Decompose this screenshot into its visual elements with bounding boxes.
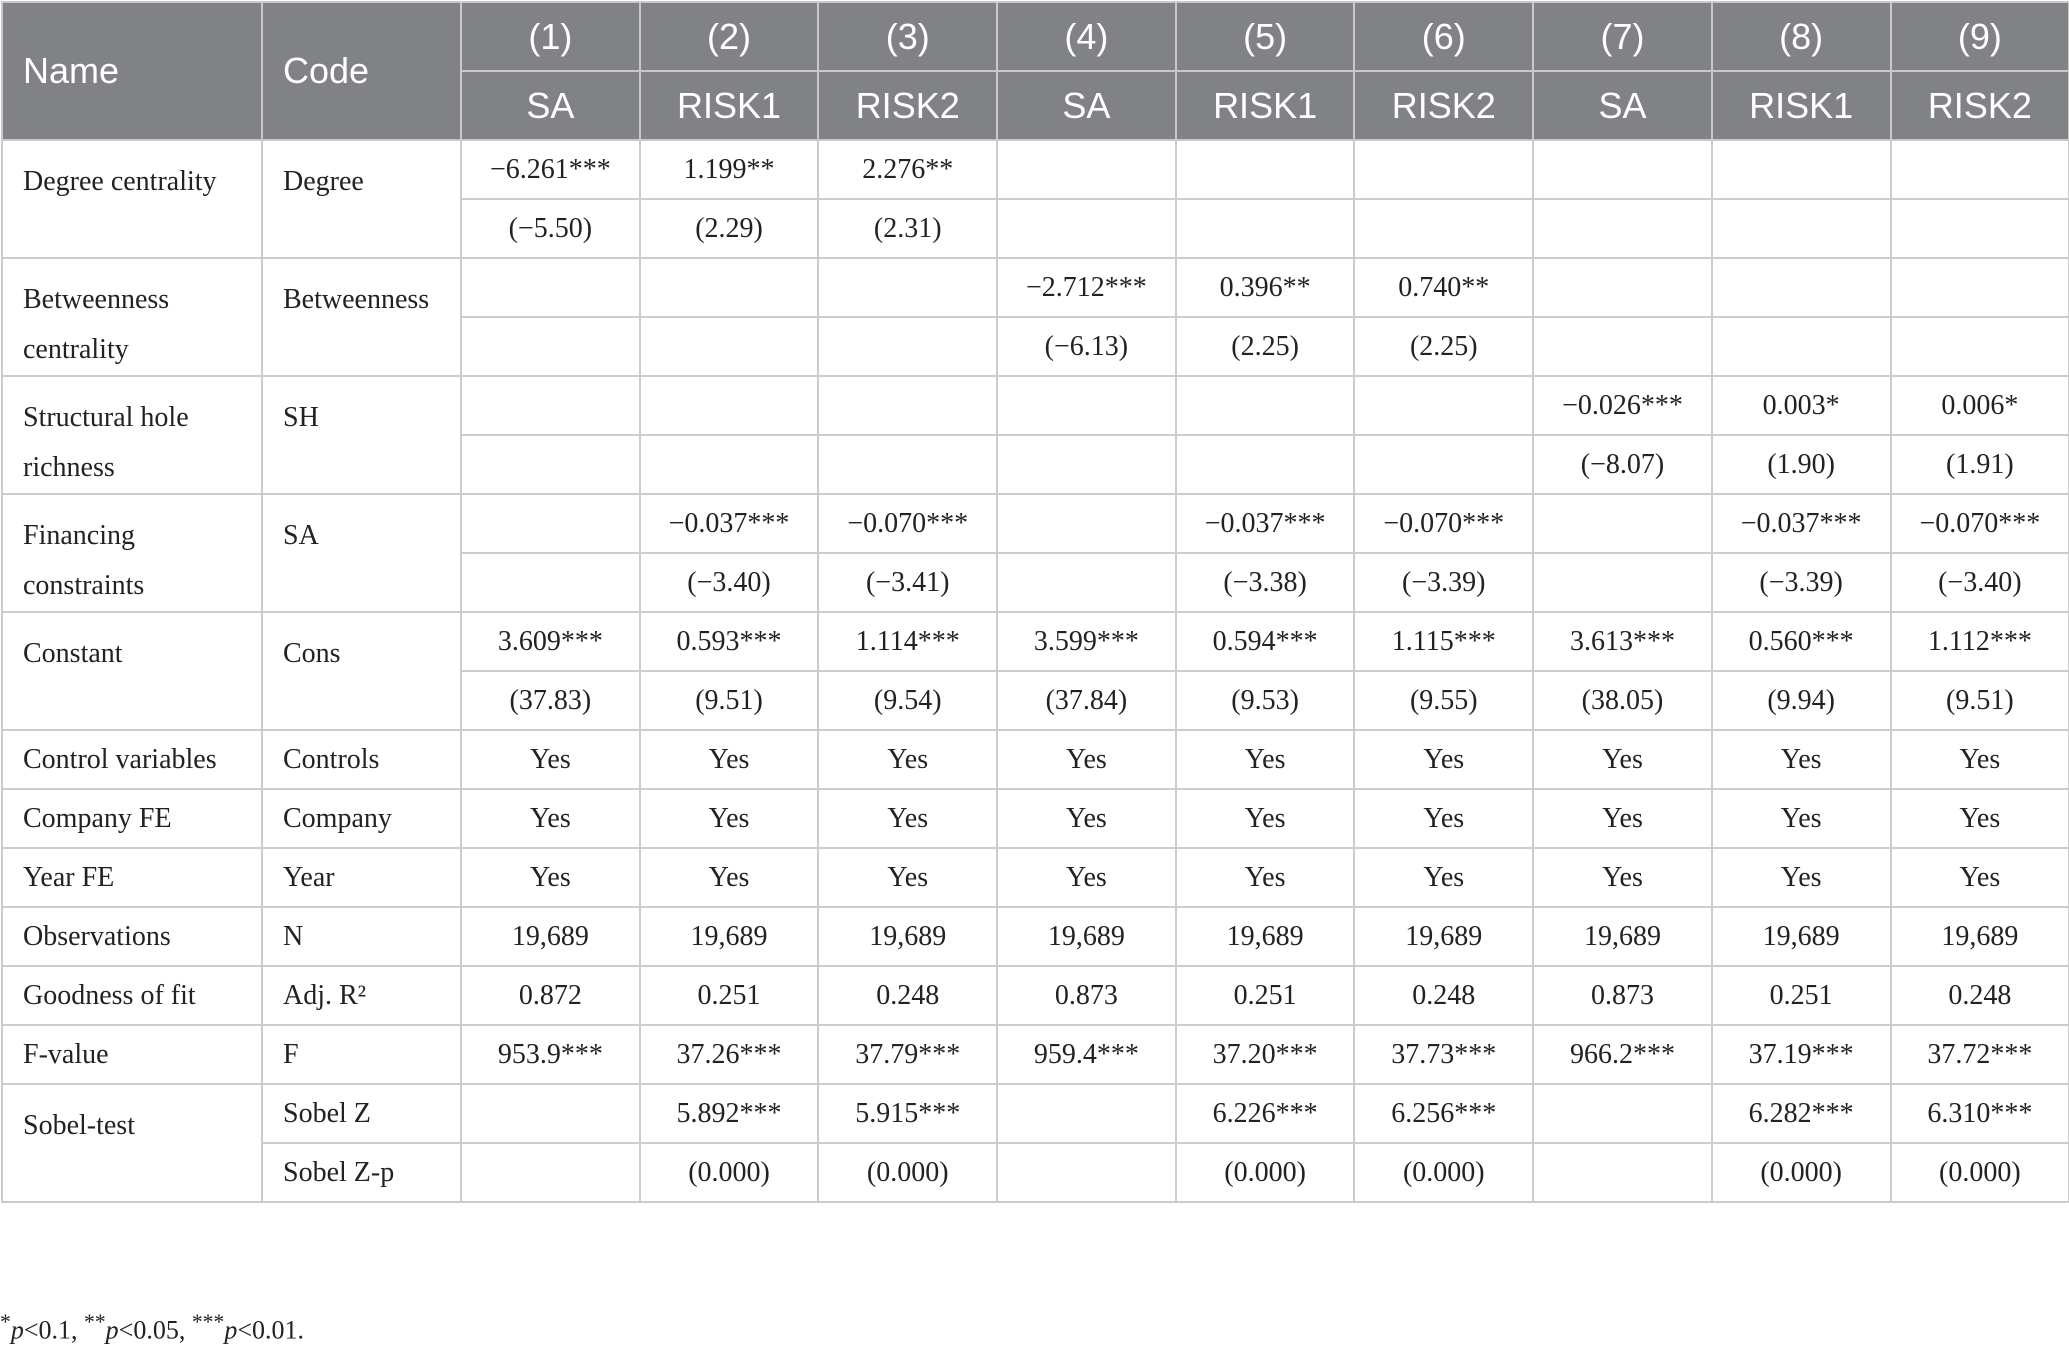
table-cell — [1354, 376, 1533, 435]
table-cell — [1354, 199, 1533, 258]
variable-name: F-value — [2, 1025, 262, 1084]
table-cell: Yes — [1891, 730, 2069, 789]
table-cell — [997, 494, 1176, 553]
table-cell — [818, 317, 997, 376]
table-row — [2, 612, 2069, 671]
table-cell — [640, 258, 819, 317]
table-cell: (0.000) — [1712, 1143, 1891, 1202]
header-model-number: (5) — [1176, 2, 1355, 71]
header-dependent-var: SA — [1533, 71, 1712, 140]
table-cell: Yes — [1891, 789, 2069, 848]
table-cell: Yes — [1712, 848, 1891, 907]
table-row — [2, 730, 2069, 789]
table-cell: 2.276** — [818, 140, 997, 199]
table-cell: (9.54) — [818, 671, 997, 730]
table-cell: 6.310*** — [1891, 1084, 2069, 1143]
table-cell: 37.19*** — [1712, 1025, 1891, 1084]
table-cell: −0.037*** — [1712, 494, 1891, 553]
table-cell: 19,689 — [1354, 907, 1533, 966]
table-cell: (−3.40) — [640, 553, 819, 612]
table-cell — [1533, 140, 1712, 199]
table-cell — [1533, 199, 1712, 258]
table-cell — [461, 1084, 640, 1143]
table-cell: 19,689 — [997, 907, 1176, 966]
table-cell — [640, 435, 819, 494]
table-cell: (−5.50) — [461, 199, 640, 258]
table-cell: Yes — [640, 730, 819, 789]
table-cell: Yes — [818, 789, 997, 848]
table-cell — [461, 553, 640, 612]
table-cell: (9.51) — [1891, 671, 2069, 730]
variable-code: Company — [262, 789, 461, 848]
table-cell — [997, 435, 1176, 494]
table-cell: 37.79*** — [818, 1025, 997, 1084]
table-row — [2, 140, 2069, 199]
variable-name: Goodness of fit — [2, 966, 262, 1025]
table-cell: 1.115*** — [1354, 612, 1533, 671]
table-cell: 959.4*** — [997, 1025, 1176, 1084]
table-cell: 3.609*** — [461, 612, 640, 671]
table-cell: (2.25) — [1354, 317, 1533, 376]
table-cell — [1712, 258, 1891, 317]
variable-code: N — [262, 907, 461, 966]
table-cell: 0.251 — [1712, 966, 1891, 1025]
table-cell — [461, 317, 640, 376]
table-cell: 19,689 — [1176, 907, 1355, 966]
table-cell: Yes — [997, 848, 1176, 907]
table-cell: Yes — [640, 789, 819, 848]
table-cell: Yes — [818, 848, 997, 907]
table-cell: (1.90) — [1712, 435, 1891, 494]
footnote-p: p — [10, 1315, 24, 1345]
table-cell: −0.037*** — [1176, 494, 1355, 553]
table-cell: (−3.39) — [1354, 553, 1533, 612]
table-cell: 0.006* — [1891, 376, 2069, 435]
table-cell: Yes — [997, 789, 1176, 848]
footnote-p: p — [105, 1315, 119, 1345]
table-cell: Yes — [1533, 730, 1712, 789]
table-cell: 0.593*** — [640, 612, 819, 671]
table-cell: (37.83) — [461, 671, 640, 730]
variable-code: Degree — [262, 140, 461, 258]
table-cell: (2.25) — [1176, 317, 1355, 376]
variable-name: Degree centrality — [2, 140, 262, 258]
table-cell — [1354, 140, 1533, 199]
table-cell — [461, 258, 640, 317]
table-cell: (2.29) — [640, 199, 819, 258]
header-dependent-var: SA — [997, 71, 1176, 140]
table-cell: (−3.38) — [1176, 553, 1355, 612]
table-cell: Yes — [818, 730, 997, 789]
table-cell — [997, 553, 1176, 612]
header-dependent-var: SA — [461, 71, 640, 140]
table-cell: (0.000) — [1354, 1143, 1533, 1202]
table-cell: Yes — [1176, 730, 1355, 789]
table-cell: 19,689 — [1712, 907, 1891, 966]
table-cell — [461, 376, 640, 435]
table-cell: Yes — [1354, 789, 1533, 848]
header-model-number: (3) — [818, 2, 997, 71]
table-cell: −0.037*** — [640, 494, 819, 553]
header-dependent-var: RISK1 — [1176, 71, 1355, 140]
table-cell: 0.873 — [997, 966, 1176, 1025]
table-cell — [1712, 140, 1891, 199]
table-cell: 37.73*** — [1354, 1025, 1533, 1084]
table-cell: 19,689 — [1891, 907, 2069, 966]
table-cell: (−8.07) — [1533, 435, 1712, 494]
table-cell: 5.915*** — [818, 1084, 997, 1143]
table-cell: Yes — [1176, 848, 1355, 907]
table-cell: 1.112*** — [1891, 612, 2069, 671]
table-cell: Yes — [1354, 730, 1533, 789]
table-cell — [640, 376, 819, 435]
header-model-number: (2) — [640, 2, 819, 71]
table-cell: Yes — [461, 789, 640, 848]
table-cell: 3.613*** — [1533, 612, 1712, 671]
table-cell: 6.256*** — [1354, 1084, 1533, 1143]
table-cell: −0.070*** — [818, 494, 997, 553]
table-row — [2, 1025, 2069, 1084]
table-cell: Yes — [997, 730, 1176, 789]
variable-name: Constant — [2, 612, 262, 730]
table-cell: 19,689 — [461, 907, 640, 966]
table-cell — [1891, 317, 2069, 376]
table-cell: Yes — [461, 848, 640, 907]
variable-code: Sobel Z — [262, 1084, 461, 1143]
regression-table — [1, 1, 2069, 1203]
table-cell: 0.872 — [461, 966, 640, 1025]
footnote-threshold: <0.01. — [237, 1315, 304, 1345]
table-cell — [1712, 317, 1891, 376]
table-cell: Yes — [1533, 789, 1712, 848]
table-cell: (9.94) — [1712, 671, 1891, 730]
header-model-number: (6) — [1354, 2, 1533, 71]
table-cell — [1176, 199, 1355, 258]
variable-name: Betweenness centrality — [2, 258, 262, 376]
table-cell — [1712, 199, 1891, 258]
table-cell: (38.05) — [1533, 671, 1712, 730]
table-cell: (−3.39) — [1712, 553, 1891, 612]
variable-code: F — [262, 1025, 461, 1084]
table-row — [2, 376, 2069, 435]
variable-name: Observations — [2, 907, 262, 966]
table-cell: −2.712*** — [997, 258, 1176, 317]
variable-name: Sobel-test — [2, 1084, 262, 1202]
header-dependent-var: RISK2 — [818, 71, 997, 140]
table-cell: 966.2*** — [1533, 1025, 1712, 1084]
variable-code: Adj. R² — [262, 966, 461, 1025]
table-cell: 19,689 — [1533, 907, 1712, 966]
header-dependent-var: RISK1 — [1712, 71, 1891, 140]
table-row — [2, 907, 2069, 966]
table-cell — [1533, 1143, 1712, 1202]
table-cell: (−3.40) — [1891, 553, 2069, 612]
table-cell: (−3.41) — [818, 553, 997, 612]
variable-code: Cons — [262, 612, 461, 730]
header-dependent-var: RISK2 — [1891, 71, 2069, 140]
table-cell: (2.31) — [818, 199, 997, 258]
table-row — [2, 789, 2069, 848]
table-cell: 1.199** — [640, 140, 819, 199]
table-row — [2, 848, 2069, 907]
header-model-number: (9) — [1891, 2, 2069, 71]
table-cell: (0.000) — [818, 1143, 997, 1202]
footnote-stars: *** — [191, 1310, 225, 1334]
table-cell: 0.560*** — [1712, 612, 1891, 671]
table-cell: 6.226*** — [1176, 1084, 1355, 1143]
table-cell: 0.396** — [1176, 258, 1355, 317]
footnote-stars: * — [0, 1310, 11, 1334]
header-dependent-var: RISK2 — [1354, 71, 1533, 140]
table-cell: 19,689 — [818, 907, 997, 966]
table-cell — [461, 1143, 640, 1202]
table-cell: 0.594*** — [1176, 612, 1355, 671]
table-cell — [1176, 140, 1355, 199]
variable-code: Betweenness — [262, 258, 461, 376]
table-cell: −0.070*** — [1354, 494, 1533, 553]
table-cell — [1176, 376, 1355, 435]
table-cell: (0.000) — [1891, 1143, 2069, 1202]
variable-code: Sobel Z-p — [262, 1143, 461, 1202]
table-cell — [997, 1084, 1176, 1143]
table-header — [2, 2, 2069, 140]
table-cell: 0.251 — [1176, 966, 1355, 1025]
header-name: Name — [2, 2, 262, 140]
table-cell: Yes — [461, 730, 640, 789]
table-cell — [1354, 435, 1533, 494]
header-dependent-var: RISK1 — [640, 71, 819, 140]
table-cell: 37.72*** — [1891, 1025, 2069, 1084]
table-cell: 0.003* — [1712, 376, 1891, 435]
header-code: Code — [262, 2, 461, 140]
table-cell: 0.740** — [1354, 258, 1533, 317]
variable-name: Financing constraints — [2, 494, 262, 612]
table-cell: (0.000) — [640, 1143, 819, 1202]
table-cell — [461, 494, 640, 553]
table-cell: −0.070*** — [1891, 494, 2069, 553]
table-cell — [818, 376, 997, 435]
table-body — [2, 140, 2069, 1202]
table-cell — [1533, 317, 1712, 376]
table-cell: (9.51) — [640, 671, 819, 730]
table-cell — [640, 317, 819, 376]
table-cell — [1533, 553, 1712, 612]
variable-code: SH — [262, 376, 461, 494]
variable-code: SA — [262, 494, 461, 612]
table-cell: Yes — [1712, 730, 1891, 789]
table-cell: Yes — [1533, 848, 1712, 907]
significance-footnote — [0, 1310, 304, 1346]
table-cell: 37.26*** — [640, 1025, 819, 1084]
table-cell: 0.873 — [1533, 966, 1712, 1025]
table-cell — [1891, 199, 2069, 258]
table-cell: 0.248 — [1891, 966, 2069, 1025]
footnote-p: p — [224, 1315, 238, 1345]
table-cell — [997, 1143, 1176, 1202]
table-cell: 0.248 — [1354, 966, 1533, 1025]
table-cell — [1533, 1084, 1712, 1143]
header-row-model-numbers — [2, 2, 2069, 71]
table-row — [2, 1143, 2069, 1202]
table-cell — [1891, 258, 2069, 317]
variable-name: Structural hole richness — [2, 376, 262, 494]
table-cell — [461, 435, 640, 494]
table-cell — [1891, 140, 2069, 199]
table-cell — [997, 376, 1176, 435]
variable-name: Company FE — [2, 789, 262, 848]
table-cell — [1533, 494, 1712, 553]
table-row — [2, 1084, 2069, 1143]
table-cell: 6.282*** — [1712, 1084, 1891, 1143]
variable-name: Year FE — [2, 848, 262, 907]
table-row — [2, 966, 2069, 1025]
table-cell: 0.251 — [640, 966, 819, 1025]
variable-code: Controls — [262, 730, 461, 789]
variable-name: Control variables — [2, 730, 262, 789]
table-row — [2, 258, 2069, 317]
table-cell: 19,689 — [640, 907, 819, 966]
header-model-number: (7) — [1533, 2, 1712, 71]
table-cell: Yes — [1354, 848, 1533, 907]
table-cell: (1.91) — [1891, 435, 2069, 494]
table-cell: −0.026*** — [1533, 376, 1712, 435]
table-cell — [1533, 258, 1712, 317]
table-cell: Yes — [1176, 789, 1355, 848]
footnote-threshold: <0.05, — [118, 1315, 192, 1345]
table-cell: (9.55) — [1354, 671, 1533, 730]
table-cell: 3.599*** — [997, 612, 1176, 671]
table-cell: 5.892*** — [640, 1084, 819, 1143]
table-cell — [997, 140, 1176, 199]
table-cell: (9.53) — [1176, 671, 1355, 730]
table-cell — [818, 435, 997, 494]
table-cell — [997, 199, 1176, 258]
footnote-threshold: <0.1, — [23, 1315, 84, 1345]
table-row — [2, 494, 2069, 553]
header-model-number: (4) — [997, 2, 1176, 71]
variable-code: Year — [262, 848, 461, 907]
table-cell: Yes — [1712, 789, 1891, 848]
table-cell — [818, 258, 997, 317]
table-cell: (37.84) — [997, 671, 1176, 730]
table-cell — [1176, 435, 1355, 494]
table-cell: (0.000) — [1176, 1143, 1355, 1202]
header-model-number: (1) — [461, 2, 640, 71]
table-cell: Yes — [640, 848, 819, 907]
footnote-stars: ** — [84, 1310, 106, 1334]
table-cell: 0.248 — [818, 966, 997, 1025]
header-model-number: (8) — [1712, 2, 1891, 71]
table-cell: −6.261*** — [461, 140, 640, 199]
table-cell: Yes — [1891, 848, 2069, 907]
table-cell: 37.20*** — [1176, 1025, 1355, 1084]
table-cell: (−6.13) — [997, 317, 1176, 376]
table-cell: 1.114*** — [818, 612, 997, 671]
table-cell: 953.9*** — [461, 1025, 640, 1084]
